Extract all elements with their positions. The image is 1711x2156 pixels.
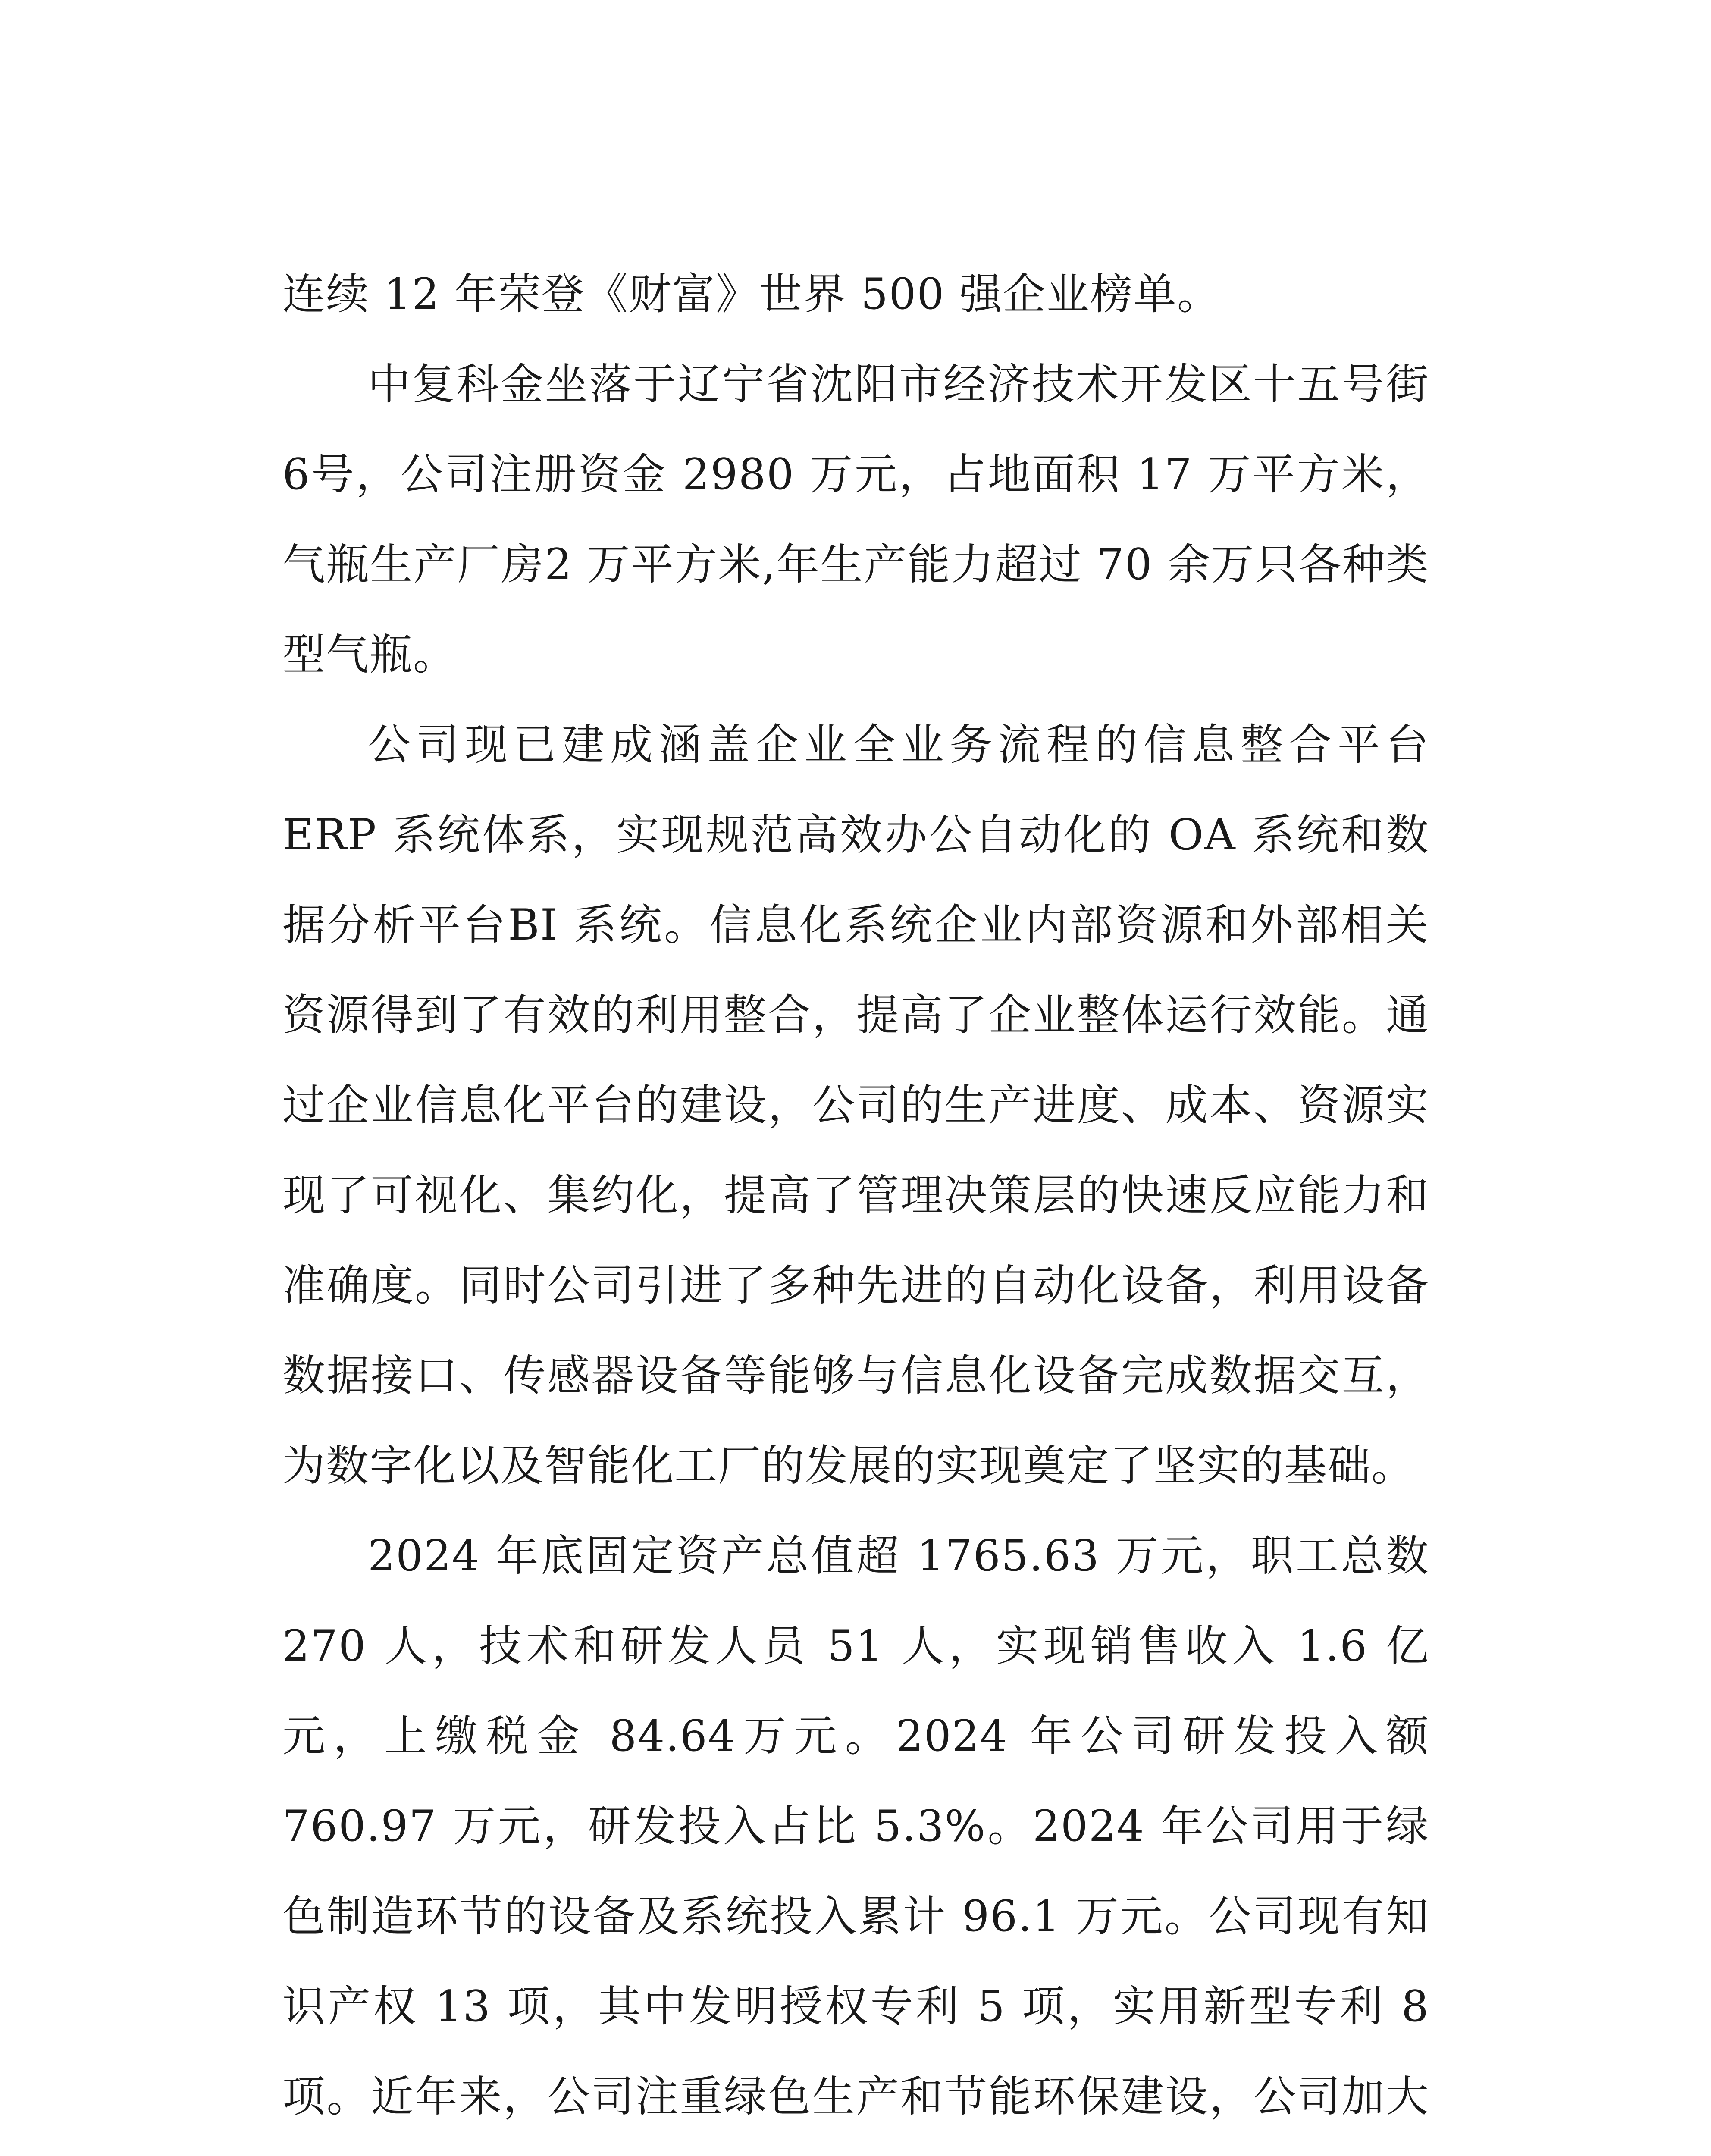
paragraph-line: 利 8 项。近年来，公司注重绿色生产和节能环保建设，公司加大 (282, 1982, 1429, 2122)
paragraph-2 (282, 339, 1429, 700)
paragraph-line: 中复科金坐落于辽宁省沈阳市经济技术开发区十五号街6号， (282, 360, 1429, 499)
paragraph-line: 统体系，实现规范高效办公自动化的 OA 系统和数据分析平台 (282, 810, 1429, 950)
paragraph-line: 公司现已建成涵盖企业全业务流程的信息整合平台 ERP 系 (282, 720, 1429, 860)
paragraph-line: 2 万平方米,年生产能力超过 70 余万只各种类型气瓶。 (282, 540, 1430, 680)
paragraph-line: 公司现有知识产权 13 项，其中发明授权专利 5 项，实用新型专 (282, 1892, 1429, 2031)
paragraph-line: 奠定了坚实的基础。 (1023, 1441, 1415, 1491)
document-body (282, 249, 1429, 2156)
paragraph-line: 连续 12 年荣登《财富》世界 500 强企业榜单。 (282, 270, 1221, 319)
paragraph-line: 建设，公司的生产进度、成本、资源实现了可视化、集约化，提 (282, 1081, 1430, 1220)
paragraph-line: BI 系统。信息化系统企业内部资源和外部相关资源得到了有效 (282, 900, 1430, 1040)
paragraph-line: 技术和研发人员 51 人，实现销售收入 1.6 亿元，上缴税金 84.64 (282, 1621, 1430, 1761)
paragraph-line: 的利用整合，提高了企业整体运行效能。通过企业信息化平台的 (282, 990, 1430, 1130)
paragraph-line: 公司注册资金 2980 万元，占地面积 17 万平方米，气瓶生产厂房 (282, 450, 1429, 589)
paragraph-4 (282, 1511, 1429, 2156)
paragraph-1 (282, 249, 1429, 339)
paragraph-line: 息化设备完成数据交互，为数字化以及智能化工厂的发展的实现 (282, 1351, 1430, 1491)
paragraph-line: 2024 年底固定资产总值超 1765.63 万元，职工总数 270 人， (282, 1531, 1429, 1671)
paragraph-line: 万元。2024 年公司研发投入额 760.97 万元，研发投入占比 5.3%。 (282, 1711, 1430, 1851)
paragraph-3 (282, 700, 1429, 1511)
paragraph-line: 高了管理决策层的快速反应能力和准确度。同时公司引进了多种 (282, 1171, 1430, 1310)
paragraph-line: 先进的自动化设备，利用设备数据接口、传感器设备等能够与信 (282, 1261, 1430, 1401)
paragraph-line: 2024 年公司用于绿色制造环节的设备及系统投入累计 96.1 万元。 (282, 1802, 1429, 1941)
